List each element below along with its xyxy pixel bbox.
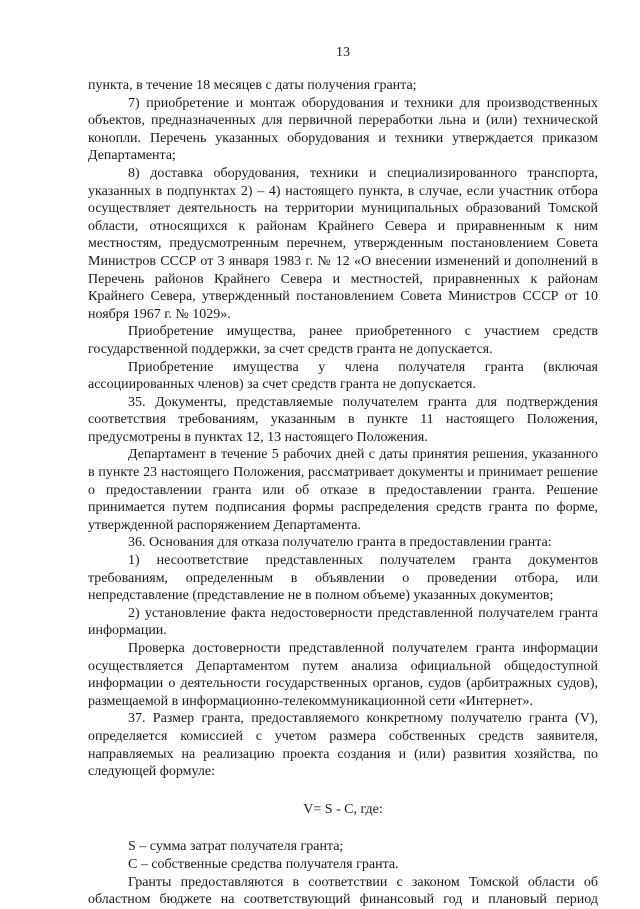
paragraph-section-35: 35. Документы, представляемые получателем гранта для подтверждения соответствия требованиям, указанным в пункте 11 настоящего Положения, предусмотрены в пунктах 12, 13 настоящего Положения. [88,394,598,445]
document-page [88,44,598,909]
paragraph-refusal-reason-1: 1) несоответствие представленных получателем гранта документов требованиям, определенным в объявлении о проведении отбора, или непредставление (представление не в полном объеме) указанных документов; [88,553,598,604]
paragraph-acquisition-member: Приобретение имущества у члена получателя гранта (включая ассоциированных членов) за счет средств гранта не допускается. [88,359,598,393]
definition-c: C – собственные средства получателя гранта. [128,856,399,872]
paragraph-section-37: 37. Размер гранта, предоставляемого конкретному получателю гранта (V), определяется комиссией с учетом размера собственных средств заявителя, направляемых на реализацию проекта создания и (или) развития хозяйства, по следующей формуле: [88,711,598,780]
paragraph-verification: Проверка достоверности представленной получателем гранта информации осуществляется Департаментом путем анализа официальной общедоступной информации о деятельности государственных органов, судов (арбитражных судов), размещаемой в информационно-телекоммуникационной сети «Интернет». [88,641,598,709]
paragraph-refusal-reason-2: 2) установление факта недостоверности представленной получателем гранта информации. [88,605,598,639]
paragraph-item-8: 8) доставка оборудования, техники и специализированного транспорта, указанных в подпунктах 2) – 4) настоящего пункта, в случае, если участник отбора осуществляет деятельность на территории муниципальных образований Томской области, относящихся к районам Крайнего Севера и приравненным к ним местностям, предусмотренным перечнем, утвержденным постановлением Совета Министров СССР от 3 января 1983 г. № 12 «О внесении изменений и дополнений в Перечень районов Крайнего Севера и местностей, приравненных к районам Крайнего Севера, утвержденный постановлением Совета Министров СССР от 10 ноября 1967 г. № 1029». [88,165,598,322]
paragraph-continuation: пункта, в течение 18 месяцев с даты получения гранта; [88,78,417,93]
paragraph-grants-closing: Гранты предоставляются в соответствии с законом Томской области об областном бюджете на соответствующий финансовый год и плановый период [88,874,598,908]
page-number: 13 [336,45,350,60]
definition-s: S – сумма затрат получателя гранта; [128,839,344,855]
paragraph-acquisition-state-support: Приобретение имущества, ранее приобретенного с участием средств государственной поддержки, за счет средств гранта не допускается. [88,324,598,357]
paragraph-section-36: 36. Основания для отказа получателю гранта в предоставлении гранта: [128,535,552,551]
paragraph-department-decision: Департамент в течение 5 рабочих дней с даты принятия решения, указанного в пункте 23 настоящего Положения, рассматривает документы и принимает решение о предоставлении гранта или об отказе в предоставлении гранта. Решение принимается путем подписания формы распределения средств гранта по форме, утвержденной распоряжением Департамента. [88,447,598,533]
grant-formula: V= S - C, где: [303,801,383,817]
paragraph-item-7: 7) приобретение и монтаж оборудования и техники для производственных объектов, предназначенных для первичной переработки льна и (или) технической конопли. Перечень указанных оборудования и техники утверждается приказом Департамента; [88,95,598,164]
